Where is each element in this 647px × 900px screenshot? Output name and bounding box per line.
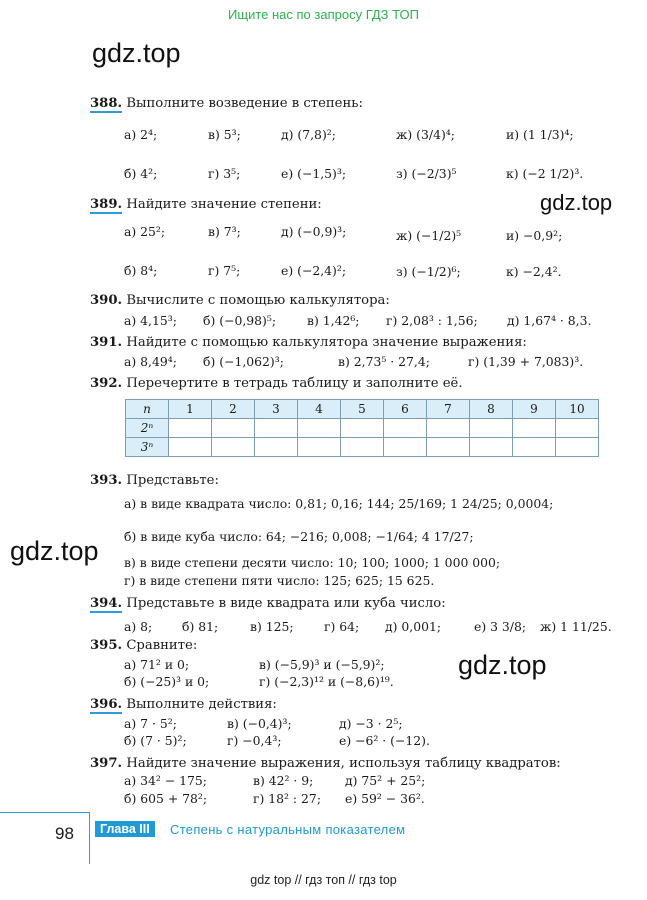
exercise-389-header <box>90 197 322 212</box>
exercise-title: Перечертите в тетрадь таблицу и заполните её. <box>126 376 463 391</box>
exercise-393-header <box>90 473 219 488</box>
table-cell <box>470 438 513 457</box>
table-header-cell: 1 <box>169 400 212 419</box>
item: г) 2,08³ : 1,56; <box>386 313 478 328</box>
table-cell <box>255 419 298 438</box>
item: б) 81; <box>182 619 219 634</box>
item: г) 64; <box>324 619 360 634</box>
table-cell <box>470 419 513 438</box>
exercise-number: 391. <box>90 335 123 350</box>
chapter-badge: Глава III <box>95 821 155 837</box>
item: е) 59² − 36². <box>345 791 425 806</box>
table-header-cell: 7 <box>427 400 470 419</box>
item: в) в виде степени десяти число: 10; 100; 1000; 1 000 000; <box>124 555 501 570</box>
exercise-title: Представьте: <box>126 473 219 488</box>
page-number: 98 <box>55 824 74 843</box>
powers-table <box>125 399 599 457</box>
table-cell <box>513 419 556 438</box>
exercise-title: Представьте в виде квадрата или куба число: <box>126 596 446 611</box>
exercise-395-header <box>90 638 197 653</box>
item: и) −0,9²; <box>506 228 563 243</box>
exercise-number: 397. <box>90 756 123 771</box>
item: з) (−2/3)⁵ <box>396 166 457 181</box>
item: в) 2,73⁵ · 27,4; <box>338 354 430 369</box>
item: б) 4²; <box>124 166 158 181</box>
table-header-row <box>126 400 599 419</box>
item: к) −2,4². <box>506 264 562 279</box>
exercise-title: Выполните возведение в степень: <box>126 96 363 111</box>
table-cell <box>212 438 255 457</box>
item: д) 0,001; <box>385 619 442 634</box>
table-cell <box>169 438 212 457</box>
item: б) (7 · 5)²; <box>124 733 187 748</box>
table-cell <box>513 438 556 457</box>
exercise-title: Найдите с помощью калькулятора значение выражения: <box>126 335 527 350</box>
exercise-title: Найдите значение выражения, используя таблицу квадратов: <box>126 756 561 771</box>
item: ж) 1 11/25. <box>540 619 612 634</box>
table-header-cell: 9 <box>513 400 556 419</box>
exercise-391-header <box>90 335 527 350</box>
table-header-cell: 6 <box>384 400 427 419</box>
table-cell <box>384 438 427 457</box>
exercise-title: Вычислите с помощью калькулятора: <box>126 293 390 308</box>
item: б) в виде куба число: 64; −216; 0,008; −1/64; 4 17/27; <box>124 529 474 544</box>
item: б) (−25)³ и 0; <box>124 674 210 689</box>
footer-divider <box>89 812 90 864</box>
item: е) (−2,4)²; <box>281 263 347 278</box>
item: г) 3⁵; <box>208 166 241 181</box>
item: г) (1,39 + 7,083)³. <box>468 354 584 369</box>
item: г) в виде степени пяти число: 125; 625; 15 625. <box>124 573 435 588</box>
top-banner: Ищите нас по запросу ГДЗ ТОП <box>228 7 419 22</box>
item: в) 125; <box>250 619 294 634</box>
item: а) 71² и 0; <box>124 657 190 672</box>
item: ж) (−1/2)⁵ <box>396 228 462 243</box>
exercise-title: Сравните: <box>126 638 198 653</box>
item: з) (−1/2)⁶; <box>396 264 461 279</box>
item: д) 1,67⁴ · 8,3. <box>507 313 592 328</box>
item: е) −6² · (−12). <box>339 733 430 748</box>
item: д) −3 · 2⁵; <box>339 716 403 731</box>
item: д) 75² + 25²; <box>345 773 426 788</box>
item: в) 5³; <box>208 127 241 142</box>
item: е) (−1,5)³; <box>281 166 347 181</box>
item: а) 4,15³; <box>124 313 177 328</box>
table-header-cell: 3 <box>255 400 298 419</box>
item: в) (−0,4)³; <box>227 716 292 731</box>
table-cell <box>341 419 384 438</box>
item: д) (7,8)²; <box>281 127 336 142</box>
exercise-392-header <box>90 376 463 391</box>
item: б) (−0,98)⁵; <box>203 313 277 328</box>
item: а) 8; <box>124 619 153 634</box>
exercise-number: 389. <box>90 197 123 212</box>
item: б) 605 + 78²; <box>124 791 208 806</box>
watermark: gdz.top <box>540 190 613 215</box>
exercise-title: Найдите значение степени: <box>126 197 322 212</box>
table-header-cell: 2 <box>212 400 255 419</box>
item: и) (1 1/3)⁴; <box>506 127 574 142</box>
row-label: 2ⁿ <box>126 419 169 438</box>
exercise-397-header <box>90 756 561 771</box>
item: д) (−0,9)³; <box>281 224 347 239</box>
item: а) 2⁴; <box>124 127 158 142</box>
exercise-title: Выполните действия: <box>126 697 277 712</box>
item: б) 8⁴; <box>124 263 158 278</box>
item: в) 7³; <box>208 224 241 239</box>
row-label: 3ⁿ <box>126 438 169 457</box>
exercise-number: 396. <box>90 697 123 712</box>
table-cell <box>169 419 212 438</box>
watermark: gdz.top <box>10 536 99 566</box>
table-cell <box>341 438 384 457</box>
exercise-number: 390. <box>90 293 123 308</box>
table-row <box>126 438 599 457</box>
table-header-cell: 4 <box>298 400 341 419</box>
table-header-cell: 8 <box>470 400 513 419</box>
item: в) (−5,9)³ и (−5,9)²; <box>259 657 385 672</box>
exercise-394-header <box>90 596 446 611</box>
table-row <box>126 419 599 438</box>
table-header-cell: 10 <box>556 400 599 419</box>
table-header-cell: 5 <box>341 400 384 419</box>
table-cell <box>556 438 599 457</box>
exercise-number: 394. <box>90 596 123 611</box>
chapter-title: Степень с натуральным показателем <box>170 822 406 837</box>
item: в) 42² · 9; <box>253 773 314 788</box>
exercise-390-header <box>90 293 390 308</box>
table-cell <box>298 419 341 438</box>
item: г) 18² : 27; <box>253 791 321 806</box>
item: г) −0,4³; <box>227 733 282 748</box>
exercise-number: 392. <box>90 376 123 391</box>
table-cell <box>427 419 470 438</box>
table-header-cell: n <box>126 400 169 419</box>
item: а) 25²; <box>124 224 166 239</box>
item: к) (−2 1/2)³. <box>506 166 584 181</box>
bottom-watermark: gdz top // гдз топ // гдз top <box>250 873 397 887</box>
table-cell <box>298 438 341 457</box>
table-cell <box>427 438 470 457</box>
item: а) 8,49⁴; <box>124 354 177 369</box>
exercise-number: 395. <box>90 638 123 653</box>
item: а) 7 · 5²; <box>124 716 177 731</box>
item: г) 7⁵; <box>208 263 241 278</box>
exercise-number: 388. <box>90 96 123 111</box>
table-cell <box>212 419 255 438</box>
footer-rule <box>0 812 90 813</box>
item: б) (−1,062)³; <box>203 354 284 369</box>
table-cell <box>255 438 298 457</box>
item: ж) (3/4)⁴; <box>396 127 455 142</box>
watermark: gdz.top <box>92 38 181 68</box>
item: е) 3 3/8; <box>474 619 527 634</box>
table-cell <box>384 419 427 438</box>
exercise-number: 393. <box>90 473 123 488</box>
exercise-396-header <box>90 697 277 712</box>
item: в) 1,42⁶; <box>307 313 360 328</box>
item: а) 34² − 175; <box>124 773 207 788</box>
table-cell <box>556 419 599 438</box>
item: а) в виде квадрата число: 0,81; 0,16; 144; 25/169; 1 24/25; 0,0004; <box>124 496 554 511</box>
exercise-388-header <box>90 96 363 111</box>
watermark: gdz.top <box>458 650 547 680</box>
item: г) (−2,3)¹² и (−8,6)¹⁹. <box>259 674 394 689</box>
